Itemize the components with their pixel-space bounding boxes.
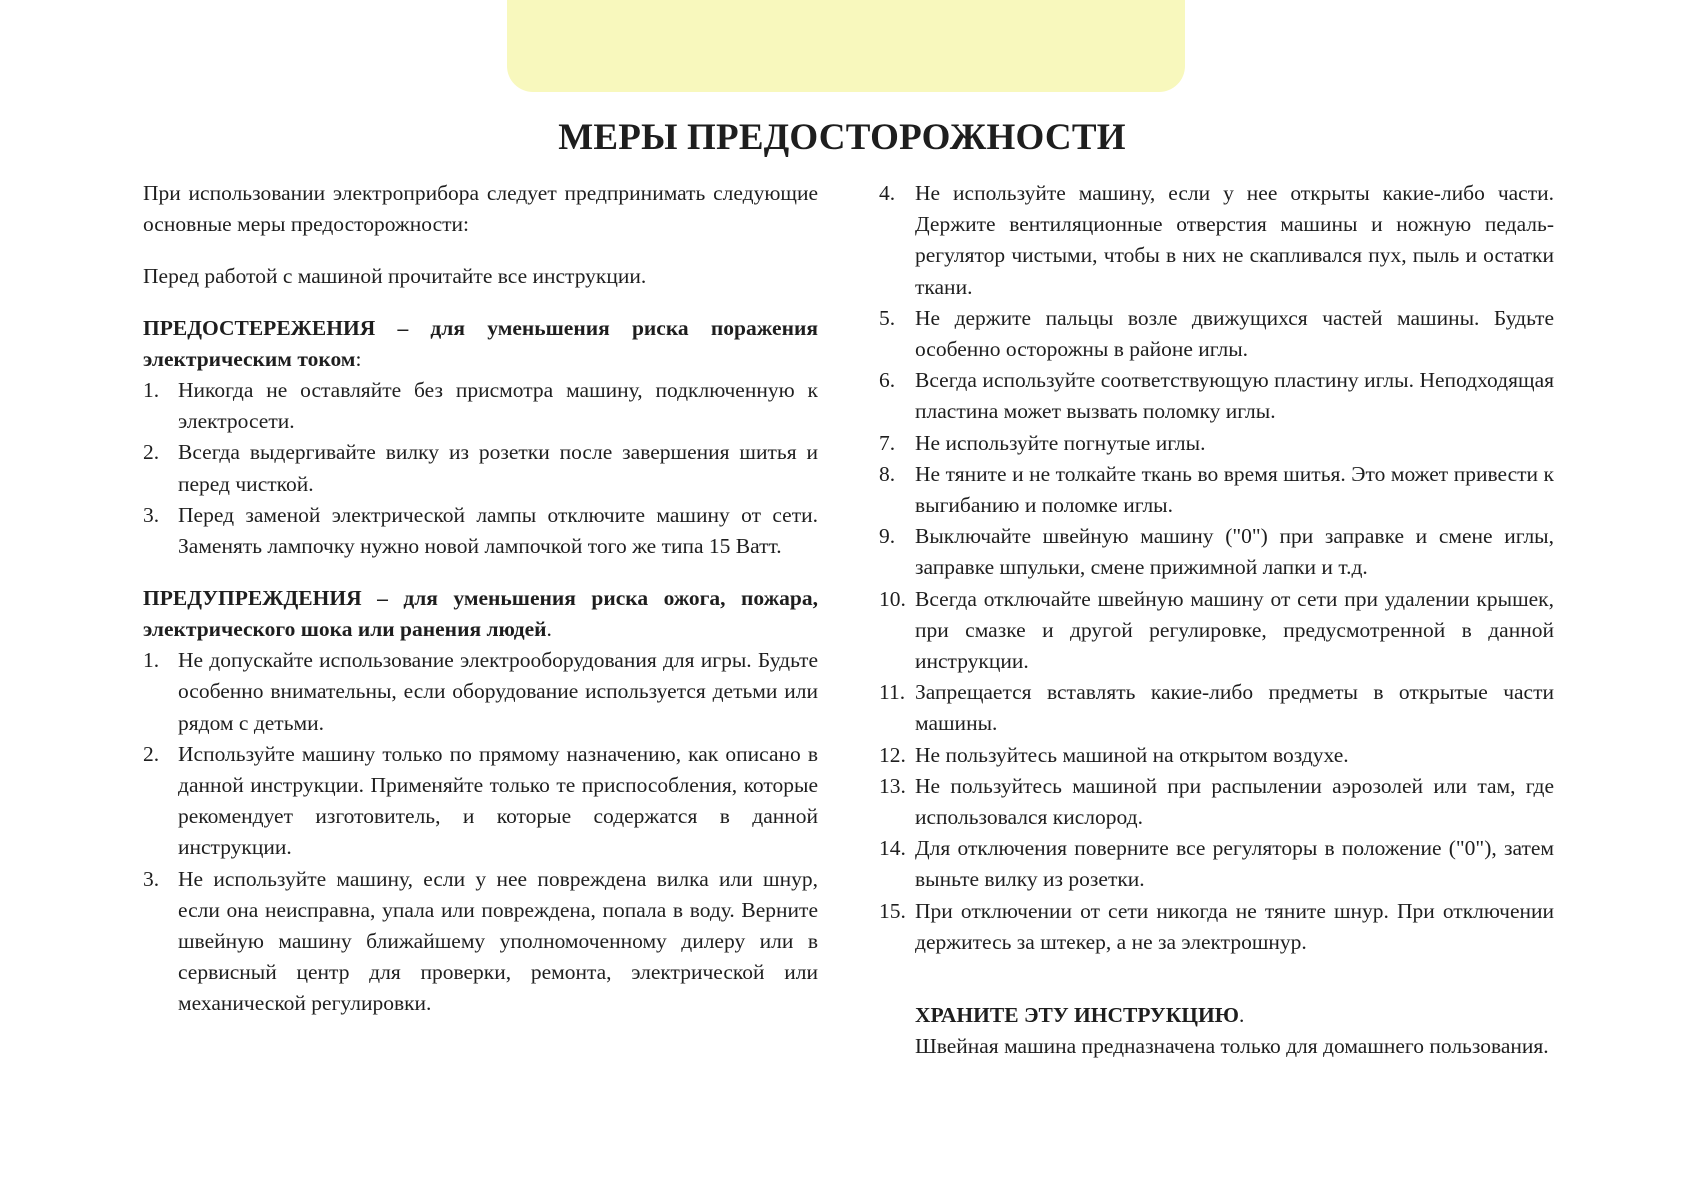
list-item (143, 864, 818, 1020)
right-column (879, 178, 1554, 1062)
list-item-text: Не используйте машину, если у нее открыты какие-либо части. Держите вентиляционные отверстия машины и ножную педаль-регулятор чистыми, чтобы в них не скапливался пух, пыль и остатки ткани. (915, 181, 1554, 299)
list-item-number: 4. (879, 181, 896, 205)
list-item-text: Для отключения поверните все регуляторы в положение ("0"), затем выньте вилку из розетки. (915, 836, 1554, 892)
list-item-text: Не пользуйтесь машиной при распылении аэрозолей или там, где использовался кислород. (915, 773, 1554, 830)
list-item-text: Всегда отключайте швейную машину от сети при удалении крышек, при смазке и другой регулировке, предусмотренной в данной инструкции. (915, 586, 1554, 674)
list-item-number: 1. (143, 648, 160, 673)
list-item-number: 9. (879, 524, 896, 549)
list-item-number: 2. (143, 440, 160, 465)
list-item (143, 739, 818, 864)
keep-instructions-heading (915, 1000, 1554, 1031)
list-item-text: Не держите пальцы возле движущихся частей машины. Будьте особенно осторожны в районе иглы. (915, 305, 1554, 362)
list-item-number: 5. (879, 305, 896, 330)
list-item-number: 12. (879, 742, 906, 767)
list-item (143, 375, 818, 437)
warnings-heading-tail: . (546, 616, 552, 641)
warnings-list-part2 (879, 178, 1554, 958)
list-item-text: Перед заменой электрической лампы отключите машину от сети. Заменять лампочку нужно новой лампочкой того же типа 15 Ватт. (178, 502, 818, 559)
header-tab-decoration (507, 0, 1185, 92)
list-item-text: Не используйте машину, если у нее повреждена вилка или шнур, если она неисправна, упала или повреждена, попала в воду. Верните швейную машину ближайшему уполномоченному дилеру или в сервисный центр для проверки, ремонта, электрической или механической регулировки. (178, 866, 818, 1016)
list-item-text: Выключайте швейную машину ("0") при заправке и смене иглы, заправке шпульки, смене прижимной лапки и т.д. (915, 524, 1554, 580)
list-item (879, 428, 1554, 459)
list-item (879, 677, 1554, 739)
list-item-number: 1. (143, 378, 160, 403)
list-item-number: 15. (879, 898, 906, 923)
list-item-text: Не используйте погнутые иглы. (915, 430, 1206, 455)
warnings-list-part1 (143, 645, 818, 1019)
list-item (879, 833, 1554, 895)
list-item-text: Не допускайте использование электрооборудования для игры. Будьте особенно внимательны, если оборудование используется детьми или рядом с детьми. (178, 648, 818, 735)
list-item-text: Используйте машину только по прямому назначению, как описано в данной инструкции. Применяйте только те приспособления, которые рекомендует изготовитель, и которые содержатся в данной инструкции. (178, 741, 818, 860)
list-item-text: Запрещается вставлять какие-либо предметы в открытые части машины. (915, 680, 1554, 736)
list-item-number: 2. (143, 741, 160, 766)
list-item-number: 11. (879, 680, 906, 705)
list-item (879, 365, 1554, 427)
list-item-text: При отключении от сети никогда не тяните шнур. При отключении держитесь за штекер, а не за электрошнур. (915, 898, 1554, 954)
list-item (143, 500, 818, 562)
keep-heading-bold: ХРАНИТЕ ЭТУ ИНСТРУКЦИЮ (915, 1003, 1239, 1028)
read-instructions-paragraph: Перед работой с машиной прочитайте все инструкции. (143, 263, 647, 288)
household-use-note: Швейная машина предназначена только для домашнего пользования. (915, 1034, 1549, 1059)
page-title: МЕРЫ ПРЕДОСТОРОЖНОСТИ (558, 117, 1126, 158)
list-item-number: 8. (879, 461, 896, 486)
intro-paragraph: При использовании электроприбора следует предпринимать следующие основные меры предосторожности: (143, 181, 818, 237)
list-item-text: Никогда не оставляйте без присмотра машину, подключенную к электросети. (178, 378, 818, 434)
list-item-text: Всегда выдергивайте вилку из розетки после завершения шитья и перед чисткой. (178, 440, 818, 496)
keep-instructions-block (879, 1000, 1554, 1062)
list-item-text: Не тяните и не толкайте ткань во время шитья. Это может привести к выгибанию и поломке иглы. (915, 461, 1554, 518)
cautions-list (143, 375, 818, 562)
list-item-number: 7. (879, 430, 896, 455)
list-item-number: 3. (143, 502, 160, 527)
list-item-text: Не пользуйтесь машиной на открытом воздухе. (915, 742, 1349, 767)
list-item-number: 6. (879, 368, 896, 393)
warnings-heading (143, 583, 818, 645)
list-item (879, 771, 1554, 833)
list-item-text: Всегда используйте соответствующую пластину иглы. Неподходящая пластина может вызвать поломку иглы. (915, 368, 1554, 424)
cautions-heading-tail: : (355, 346, 362, 371)
keep-heading-tail: . (1238, 1003, 1245, 1028)
list-item-number: 14. (879, 836, 906, 861)
list-item-number: 10. (879, 586, 906, 611)
list-item (143, 437, 818, 499)
list-item-number: 3. (143, 866, 160, 891)
list-item (879, 178, 1554, 303)
list-item (879, 584, 1554, 678)
list-item (143, 645, 818, 739)
left-column (143, 178, 818, 1020)
warnings-heading-bold: ПРЕДУПРЕЖДЕНИЯ – для уменьшения риска ожога, пожара, электрического шока или ранения людей (143, 585, 818, 641)
list-item (879, 896, 1554, 958)
cautions-heading-bold: ПРЕДОСТЕРЕЖЕНИЯ – для уменьшения риска поражения электрическим током (143, 315, 818, 371)
list-item-number: 13. (879, 773, 906, 798)
list-item (879, 521, 1554, 583)
list-item (879, 303, 1554, 365)
list-item (879, 740, 1554, 771)
list-item (879, 459, 1554, 521)
cautions-heading (143, 313, 818, 375)
